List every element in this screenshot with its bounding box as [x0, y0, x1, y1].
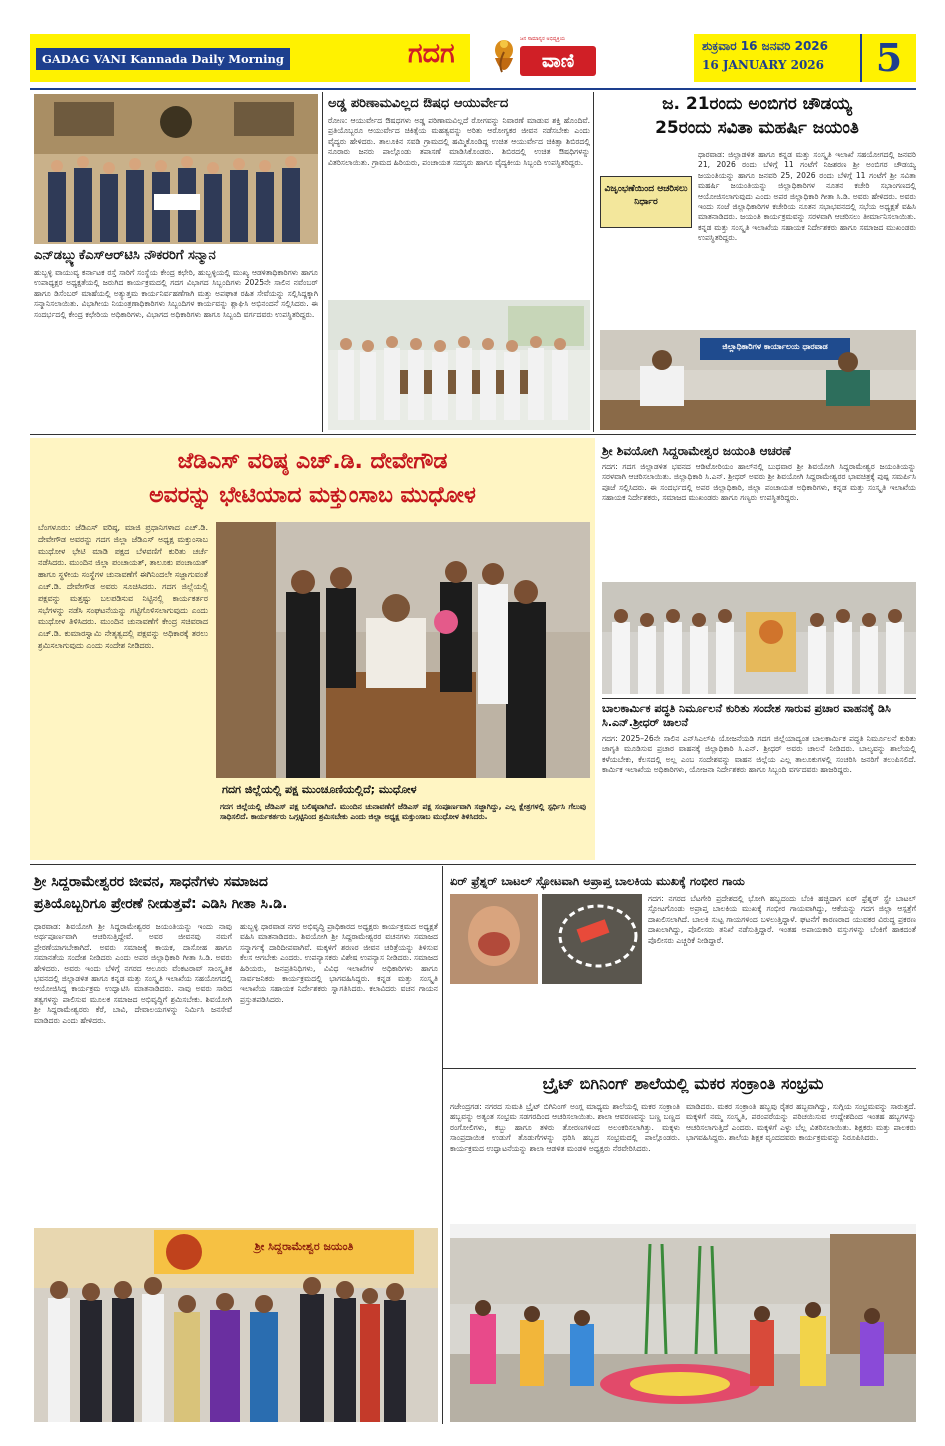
date-english: 16 JANUARY 2026 — [702, 58, 824, 72]
masthead-divider — [30, 88, 916, 90]
camp-photo-illustration — [328, 300, 590, 430]
jayanthi-body-text: ಧಾರವಾಡ: ಜಿಲ್ಲಾಡಳಿತ ಹಾಗೂ ಕನ್ನಡ ಮತ್ತು ಸಂಸ್ಕೃತಿ ಇಲಾಖೆ ಸಹಯೋಗದಲ್ಲಿ ಜನವರಿ 21, 2026 ರಂದು ಬೆಳಿಗ್ಗೆ 11 ಗಂಟೆಗೆ ನಿಜಶರಣ ಶ್ರೀ ಅಂಬಿಗರ ಚೌಡಯ್ಯ ಜಯಂತಿಯನ್ನು ಹಾಗೂ ಜನವರಿ 25, 2026 ರಂದು ಬೆಳಿಗ್ಗೆ 11 ಗಂಟೆಗೆ ಶ್ರೀ ಸವಿತಾ ಮಹರ್ಷಿ ಜಯಂತಿಯನ್ನು ಜಿಲ್ಲಾಧಿಕಾರಿಗಳ ನೂತನ ಕಚೇರಿ ಸಭಾಂಗಣದಲ್ಲಿ ಆಯೋಜಿಸಲಾಗುವುದು ಎಂದು ಅಪರ ಜಿಲ್ಲಾಧಿಕಾರಿ ಗೀತಾ ಸಿ.ಡಿ. ಅವರು ಹೇಳಿದರು. ಅವರು ಇಂದು ಸಂಜೆ ಜಿಲ್ಲಾಧಿಕಾರಿಗಳ ಕಚೇರಿಯ ನೂತನ ಸಭಾಭವನದಲ್ಲಿ ಸಭೆಯ ಅಧ್ಯಕ್ಷತೆ ವಹಿಸಿ ಮಾತನಾಡಿದರು. ಜಯಂತಿ ಕಾರ್ಯಕ್ರಮವನ್ನು ಸರಳವಾಗಿ ಆಚರಿಸಲು ತೀರ್ಮಾನಿಸಲಾಯಿತು. ಕನ್ನಡ ಮತ್ತು ಸಂಸ್ಕೃತಿ ಇಲಾಖೆಯ ಸಹಾಯಕ ನಿರ್ದೇಶಕರು ಹಾಗೂ ಸಮಾಜದ ಮುಖಂಡರು ಉಪಸ್ಥಿತರಿದ್ದರು. — [698, 150, 916, 243]
jayanthi-body — [598, 150, 916, 326]
nwkrtc-photo — [34, 94, 318, 244]
devegowda-photo — [216, 522, 590, 778]
masthead — [30, 34, 916, 82]
date-kannada: ಶುಕ್ರವಾರ 16 ಜನವರಿ 2026 — [702, 39, 828, 53]
jayanthi-headline-line1: ಜ. 21ರಂದು ಅಂಬಿಗರ ಚೌಡಯ್ಯ — [662, 94, 852, 114]
column-divider — [322, 92, 323, 432]
makara-body-left: ಗಜೇಂದ್ರಗಡ: ನಗರದ ಸುಮತಿ ಬ್ರೈಟ್ ಬಿಗಿನಿಂಗ್ ಅಂಗ್ಲ ಮಾಧ್ಯಮ ಶಾಲೆಯಲ್ಲಿ ಮಕರ ಸಂಕ್ರಾಂತಿ ಹಬ್ಬವನ್ನು ಅತ್ಯಂತ ಸಂಭ್ರಮ ಸಡಗರದಿಂದ ಆಚರಿಸಲಾಯಿತು. ಶಾಲಾ ಆವರಣವನ್ನು ಬಣ್ಣ ಬಣ್ಣದ ರಂಗೋಲಿಗಳು, ಕಬ್ಬು ಹಾಗೂ ತಳಿರು ತೋರಣಗಳಿಂದ ಅಲಂಕರಿಸಲಾಗಿತ್ತು. ಮಕ್ಕಳು ಸಾಂಪ್ರದಾಯಿಕ ಉಡುಗೆ ತೊಡುಗೆಗಳನ್ನು ಧರಿಸಿ ಹಬ್ಬದ ಸಂಭ್ರಮದಲ್ಲಿ ಪಾಲ್ಗೊಂಡರು. ಕಾರ್ಯಕ್ರಮದ ಉದ್ಘಾಟನೆಯನ್ನು ಶಾಲಾ ಆಡಳಿತ ಮಂಡಳಿ ಅಧ್ಯಕ್ಷರು ನೆರವೇರಿಸಿದರು. — [450, 1102, 680, 1153]
ayurveda-body: ರೋಣ: ಆಯುರ್ವೇದ ಔಷಧಗಳು ಅಡ್ಡ ಪರಿಣಾಮವಿಲ್ಲದೆ ರೋಗವನ್ನು ನಿವಾರಣೆ ಮಾಡುವ ಶಕ್ತಿ ಹೊಂದಿವೆ. ಪ್ರತಿಯೊಬ್ಬರೂ ಆಯುರ್ವೇದ ಚಿಕಿತ್ಸೆಯ ಮಹತ್ವವನ್ನು ಅರಿತು ಆರೋಗ್ಯಕರ ಜೀವನ ನಡೆಸಬೇಕು ಎಂದು ವೈದ್ಯರು ಹೇಳಿದರು. ತಾಲೂಕಿನ ಸವಡಿ ಗ್ರಾಮದಲ್ಲಿ ಹಮ್ಮಿಕೊಂಡಿದ್ದ ಉಚಿತ ಆಯುರ್ವೇದ ಚಿಕಿತ್ಸಾ ಶಿಬಿರದಲ್ಲಿ ನೂರಾರು ಜನರು ಪಾಲ್ಗೊಂಡು ತಪಾಸಣೆ ಮಾಡಿಸಿಕೊಂಡರು. ಶಿಬಿರದಲ್ಲಿ ಉಚಿತ ಔಷಧಿಗಳನ್ನು ವಿತರಿಸಲಾಯಿತು. ಗ್ರಾಮದ ಹಿರಿಯರು, ಪಂಚಾಯತ ಸದಸ್ಯರು ಹಾಗೂ ವೈದ್ಯಕೀಯ ಸಿಬ್ಬಂದಿ ಉಪಸ್ಥಿತರಿದ್ದರು. — [328, 116, 590, 167]
makara-headline: ಬ್ರೈಟ್ ಬಿಗಿನಿಂಗ್ ಶಾಲೆಯಲ್ಲಿ ಮಕರ ಸಂಕ್ರಾಂತಿ ಸಂಭ್ರಮ — [542, 1074, 824, 1093]
devegowda-headline-line1: ಜೆಡಿಎಸ್ ವರಿಷ್ಠ ಎಚ್.ಡಿ. ದೇವೇಗೌಡ — [177, 449, 448, 474]
injury-photo — [450, 894, 538, 984]
siddarameshwara-photo — [34, 1228, 438, 1422]
siddarameshwara-headline-line2: ಪ್ರತಿಯೊಬ್ಬರಿಗೂ ಪ್ರೇರಣೆ ನೀಡುತ್ತವೆ: ಎಡಿಸಿ ಗೀತಾ ಸಿ.ಡಿ. — [34, 896, 288, 912]
siddarameshwara-body-right: ಹುಬ್ಬಳ್ಳಿ ಧಾರವಾಡ ನಗರ ಅಭಿವೃದ್ಧಿ ಪ್ರಾಧಿಕಾರದ ಅಧ್ಯಕ್ಷರು ಕಾರ್ಯಕ್ರಮದ ಅಧ್ಯಕ್ಷತೆ ವಹಿಸಿ ಮಾತನಾಡಿದರು. ಶಿವಯೋಗಿ ಶ್ರೀ ಸಿದ್ದರಾಮೇಶ್ವರರ ವಚನಗಳು ಸಮಾಜದ ಸನ್ಮಾರ್ಗಕ್ಕೆ ದಾರಿದೀಪವಾಗಿವೆ. ಮಕ್ಕಳಿಗೆ ಶರಣರ ಜೀವನ ಚರಿತ್ರೆಯನ್ನು ತಿಳಿಸುವ ಕೆಲಸ ಆಗಬೇಕು ಎಂದರು. ಉಪನ್ಯಾಸಕರು ವಿಶೇಷ ಉಪನ್ಯಾಸ ನೀಡಿದರು. ಸಮಾಜದ ಹಿರಿಯರು, ಜನಪ್ರತಿನಿಧಿಗಳು, ವಿವಿಧ ಇಲಾಖೆಗಳ ಅಧಿಕಾರಿಗಳು ಹಾಗೂ ಸಾರ್ವಜನಿಕರು ಕಾರ್ಯಕ್ರಮದಲ್ಲಿ ಭಾಗವಹಿಸಿದ್ದರು. ಕನ್ನಡ ಮತ್ತು ಸಂಸ್ಕೃತಿ ಇಲಾಖೆಯ ಸಹಾಯಕ ನಿರ್ದೇಶಕರು ಸ್ವಾಗತಿಸಿದರು. ಕಲಾವಿದರು ವಚನ ಗಾಯನ ಪ್ರಸ್ತುತಪಡಿಸಿದರು. — [240, 922, 438, 1004]
logo-tagline: ಜನ ಸಾಮಾನ್ಯರ ಅಭಿವ್ಯಕ್ತಿಯ — [520, 36, 566, 42]
makara-body-right: ಮಾಡಿದರು. ಮಕರ ಸಂಕ್ರಾಂತಿ ಹಬ್ಬವು ರೈತರ ಹಬ್ಬವಾಗಿದ್ದು, ಸುಗ್ಗಿಯ ಸಂಭ್ರಮವನ್ನು ಸಾರುತ್ತದೆ. ಮಕ್ಕಳಿಗೆ ನಮ್ಮ ಸಂಸ್ಕೃತಿ, ಪರಂಪರೆಯನ್ನು ಪರಿಚಯಿಸುವ ಉದ್ದೇಶದಿಂದ ಇಂತಹ ಹಬ್ಬಗಳನ್ನು ಆಚರಿಸಲಾಗುತ್ತಿದೆ ಎಂದರು. ಮಕ್ಕಳಿಗೆ ಎಳ್ಳು ಬೆಲ್ಲ ವಿತರಿಸಲಾಯಿತು. ಶಿಕ್ಷಕರು ಮತ್ತು ಪಾಲಕರು ಭಾಗವಹಿಸಿದ್ದರು. ಶಾಲೆಯ ಶಿಕ್ಷಕ ವೃಂದದವರು ಕಾರ್ಯಕ್ರಮವನ್ನು ನಿರೂಪಿಸಿದರು. — [686, 1102, 916, 1143]
date-box — [694, 34, 860, 82]
shivayogi-headline: ಶ್ರೀ ಶಿವಯೋಗಿ ಸಿದ್ದರಾಮೇಶ್ವರ ಜಯಂತಿ ಆಚರಣೆ — [602, 444, 791, 458]
group-photo-illustration — [34, 94, 318, 244]
meeting-photo-illustration — [216, 522, 590, 778]
air-freshener-body: ಗದಗ: ನಗರದ ಬೆಟಗೇರಿ ಪ್ರದೇಶದಲ್ಲಿ ಭೋಗಿ ಹಬ್ಬದಂದು ಬೆಂಕಿ ಹಚ್ಚಿದಾಗ ಏರ್ ಫ್ರೆಶ್ನರ್ ಸ್ಪ್ರೇ ಬಾಟಲ್ ಸ್ಫೋಟಗೊಂಡು ಅಪ್ರಾಪ್ತ ಬಾಲಕಿಯ ಮುಖಕ್ಕೆ ಗಂಭೀರ ಗಾಯವಾಗಿದ್ದು, ಆಕೆಯನ್ನು ಗದಗ ಜಿಲ್ಲಾ ಆಸ್ಪತ್ರೆಗೆ ದಾಖಲಿಸಲಾಗಿದೆ. ಬಾಲಕಿ ಸುಟ್ಟ ಗಾಯಗಳಿಂದ ಬಳಲುತ್ತಿದ್ದಾಳೆ. ಘಟನೆಗೆ ಕಾರಣರಾದ ಯುವಕರ ವಿರುದ್ಧ ಪ್ರಕರಣ ದಾಖಲಾಗಿದ್ದು, ಪೊಲೀಸರು ತನಿಖೆ ನಡೆಸುತ್ತಿದ್ದಾರೆ. ಇಂತಹ ಅಪಾಯಕಾರಿ ವಸ್ತುಗಳನ್ನು ಬೆಂಕಿಗೆ ಹಾಕದಂತೆ ಪೊಲೀಸರು ಎಚ್ಚರಿಕೆ ನೀಡಿದ್ದಾರೆ. — [648, 894, 916, 945]
burnt-bottle-photo — [542, 894, 642, 984]
row-divider — [602, 698, 916, 699]
jayanthi-headline-line2: 25ರಂದು ಸವಿತಾ ಮಹರ್ಷಿ ಜಯಂತಿ — [655, 118, 859, 138]
ayurveda-photo — [328, 300, 590, 430]
siddarameshwara-headline-line1: ಶ್ರೀ ಸಿದ್ದರಾಮೇಶ್ವರರ ಜೀವನ, ಸಾಧನೆಗಳು ಸಮಾಜದ — [34, 874, 268, 890]
bottle-photo-illustration — [542, 894, 642, 984]
office-banner-text: ಜಿಲ್ಲಾಧಿಕಾರಿಗಳ ಕಾರ್ಯಾಲಯ ಧಾರವಾಡ — [722, 342, 828, 351]
column-divider — [593, 92, 594, 432]
newspaper-logo — [408, 36, 598, 80]
dc-meeting-photo — [600, 330, 916, 430]
logo-right-text: ವಾಣಿ — [520, 46, 596, 76]
festival-photo-illustration — [450, 1224, 916, 1422]
devegowda-caption-body: ಗದಗ ಜಿಲ್ಲೆಯಲ್ಲಿ ಜೆಡಿಎಸ್ ಪಕ್ಷ ಬಲಿಷ್ಠವಾಗಿದೆ. ಮುಂದಿನ ಚುನಾವಣೆಗೆ ಜೆಡಿಎಸ್ ಪಕ್ಷ ಸಂಪೂರ್ಣವಾಗಿ ಸಜ್ಜಾಗಿದ್ದು, ಎಲ್ಲ ಕ್ಷೇತ್ರಗಳಲ್ಲಿ ಸ್ಪರ್ಧಿಸಿ ಗೆಲುವು ಸಾಧಿಸಲಿದೆ. ಕಾರ್ಯಕರ್ತರು ಒಗ್ಗಟ್ಟಿನಿಂದ ಶ್ರಮಿಸಬೇಕು ಎಂದು ಜಿಲ್ಲಾ ಅಧ್ಯಕ್ಷ ಮಕ್ತುಂಸಾಬ ಮುಧೋಳ ತಿಳಿಸಿದರು. — [220, 802, 586, 821]
jayanthi-banner-text: ಶ್ರೀ ಸಿದ್ದರಾಮೇಶ್ವರ ಜಯಂತಿ — [254, 1240, 354, 1253]
publication-name: GADAG VANI Kannada Daily Morning — [36, 48, 290, 70]
ganesha-logo-icon — [490, 36, 518, 80]
stage-photo-illustration — [34, 1228, 438, 1422]
child-labour-body: ಗದಗ: 2025–26ನೇ ಸಾಲಿನ ಎನ್‌ಸಿಎಲ್‌ಪಿ ಯೋಜನೆಯಡಿ ಗದಗ ಜಿಲ್ಲೆಯಾದ್ಯಂತ ಬಾಲಕಾರ್ಮಿಕ ಪದ್ಧತಿ ನಿರ್ಮೂಲನೆ ಕುರಿತು ಜಾಗೃತಿ ಮೂಡಿಸುವ ಪ್ರಚಾರ ವಾಹನಕ್ಕೆ ಜಿಲ್ಲಾಧಿಕಾರಿ ಸಿ.ಎನ್. ಶ್ರೀಧರ್ ಅವರು ಚಾಲನೆ ನೀಡಿದರು. ಬಾಲ್ಯವನ್ನು ಶಾಲೆಯಲ್ಲಿ ಕಳೆಯಬೇಕು, ಕೆಲಸದಲ್ಲಿ ಅಲ್ಲ ಎಂಬ ಸಂದೇಶವನ್ನು ವಾಹನ ಜಿಲ್ಲೆಯ ಎಲ್ಲ ತಾಲೂಕುಗಳಲ್ಲಿ ಸಂಚರಿಸಿ ಜನರಿಗೆ ತಲುಪಿಸಲಿದೆ. ಕಾರ್ಮಿಕ ಇಲಾಖೆಯ ಅಧಿಕಾರಿಗಳು, ಯೋಜನಾ ನಿರ್ದೇಶಕರು ಹಾಗೂ ಸಿಬ್ಬಂದಿ ವರ್ಗದವರು ಹಾಜರಿದ್ದರು. — [602, 734, 916, 775]
child-labour-headline: ಬಾಲಕಾರ್ಮಿಕ ಪದ್ಧತಿ ನಿರ್ಮೂಲನೆ ಕುರಿತು ಸಂದೇಶ ಸಾರುವ ಪ್ರಚಾರ ವಾಹನಕ್ಕೆ ಡಿಸಿ ಸಿ.ಎನ್.ಶ್ರೀಧರ್ ಚಾಲನೆ — [602, 702, 891, 729]
devegowda-caption-title: ಗದಗ ಜಿಲ್ಲೆಯಲ್ಲಿ ಪಕ್ಷ ಮುಂಚೂಣಿಯಲ್ಲಿದೆ; ಮುಧೋಳ — [216, 780, 590, 800]
logo-left-text: ಗದಗ — [408, 38, 455, 69]
row-divider — [443, 1068, 916, 1069]
ayurveda-headline: ಅಡ್ಡ ಪರಿಣಾಮವಿಲ್ಲದ ಔಷಧ ಆಯುರ್ವೇದ — [328, 96, 509, 111]
row-divider — [30, 434, 916, 435]
row-divider — [30, 864, 916, 865]
makara-photo — [450, 1224, 916, 1422]
devegowda-body: ಬೆಂಗಳೂರು: ಜೆಡಿಎಸ್ ವರಿಷ್ಠ, ಮಾಜಿ ಪ್ರಧಾನಿಗಳಾದ ಎಚ್.ಡಿ. ದೇವೇಗೌಡ ಅವರನ್ನು ಗದಗ ಜಿಲ್ಲಾ ಜೆಡಿಎಸ್ ಅಧ್ಯಕ್ಷ ಮಕ್ತುಂಸಾಬ ಮುಧೋಳ ಭೇಟಿ ಮಾಡಿ ಪಕ್ಷದ ಬೆಳವಣಿಗೆ ಕುರಿತು ಚರ್ಚೆ ನಡೆಸಿದರು. ಮುಂದಿನ ಜಿಲ್ಲಾ ಪಂಚಾಯತ್, ತಾಲೂಕು ಪಂಚಾಯತ್ ಹಾಗೂ ಸ್ಥಳೀಯ ಸಂಸ್ಥೆಗಳ ಚುನಾವಣೆಗೆ ಈಗಿನಿಂದಲೇ ಸಜ್ಜಾಗುವಂತೆ ಎಚ್.ಡಿ. ದೇವೇಗೌಡ ಅವರು ಸೂಚಿಸಿದರು. ಗದಗ ಜಿಲ್ಲೆಯಲ್ಲಿ ಪಕ್ಷವನ್ನು ಮತ್ತಷ್ಟು ಬಲಪಡಿಸುವ ನಿಟ್ಟಿನಲ್ಲಿ ಕಾರ್ಯಕರ್ತರ ಸಭೆಗಳನ್ನು ನಡೆಸಿ ಸಂಘಟನೆಯನ್ನು ಗಟ್ಟಿಗೊಳಿಸಲಾಗುವುದು ಎಂದು ಮುಧೋಳ ತಿಳಿಸಿದರು. ಮುಂದಿನ ಚುನಾವಣೆಗೆ ಕೇಂದ್ರ ಸಚಿವರಾದ ಎಚ್.ಡಿ. ಕುಮಾರಸ್ವಾಮಿ ನೇತೃತ್ವದಲ್ಲಿ ಪಕ್ಷವನ್ನು ಅಧಿಕಾರಕ್ಕೆ ತರಲು ಶ್ರಮಿಸಲಾಗುವುದು ಎಂದು ಸಂದೇಶ ನೀಡಿದರು. — [38, 523, 208, 650]
shivayogi-body: ಗದಗ: ಗದಗ ಜಿಲ್ಲಾಡಳಿತ ಭವನದ ಆಡಿಟೋರಿಯಂ ಹಾಲ್‌ನಲ್ಲಿ ಬುಧವಾರ ಶ್ರೀ ಶಿವಯೋಗಿ ಸಿದ್ದರಾಮೇಶ್ವರ ಜಯಂತಿಯನ್ನು ಸರಳವಾಗಿ ಆಚರಿಸಲಾಯಿತು. ಜಿಲ್ಲಾಧಿಕಾರಿ ಸಿ.ಎನ್. ಶ್ರೀಧರ್ ಅವರು ಶ್ರೀ ಶಿವಯೋಗಿ ಸಿದ್ದರಾಮೇಶ್ವರರ ಭಾವಚಿತ್ರಕ್ಕೆ ಪುಷ್ಪ ಸಮರ್ಪಿಸಿ ಪೂಜೆ ಸಲ್ಲಿಸಿದರು. ಈ ಸಂದರ್ಭದಲ್ಲಿ ಅಪರ ಜಿಲ್ಲಾಧಿಕಾರಿ, ಜಿಲ್ಲಾ ಪಂಚಾಯತ ಅಧಿಕಾರಿಗಳು, ಕನ್ನಡ ಮತ್ತು ಸಂಸ್ಕೃತಿ ಇಲಾಖೆಯ ಸಹಾಯಕ ನಿರ್ದೇಶಕರು, ಸಮಾಜದ ಮುಖಂಡರು ಹಾಗೂ ಗಣ್ಯರು ಉಪಸ್ಥಿತರಿದ್ದರು. — [602, 462, 916, 503]
shivayogi-photo — [602, 582, 916, 694]
page-number: 5 — [860, 34, 916, 82]
injury-photo-illustration — [450, 894, 538, 984]
air-freshener-headline: ಏರ್ ಫ್ರೆಶ್ನರ್ ಬಾಟಲ್ ಸ್ಫೋಟವಾಗಿ ಅಪ್ರಾಪ್ತ ಬಾಲಕಿಯ ಮುಖಕ್ಕೆ ಗಂಭೀರ ಗಾಯ — [450, 874, 745, 888]
nwkrtc-body: ಹುಬ್ಬಳ್ಳಿ ವಾಯುವ್ಯ ಕರ್ನಾಟಕ ರಸ್ತೆ ಸಾರಿಗೆ ಸಂಸ್ಥೆಯ ಕೇಂದ್ರ ಕಛೇರಿ, ಹುಬ್ಬಳ್ಳಿಯಲ್ಲಿ ಮುಖ್ಯ ಆಡಳಿತಾಧಿಕಾರಿಗಳು ಹಾಗೂ ಉಪಾಧ್ಯಕ್ಷರ ಅಧ್ಯಕ್ಷತೆಯಲ್ಲಿ ಜರುಗಿದ ಕಾರ್ಯಕ್ರಮದಲ್ಲಿ ಗದಗ ವಿಭಾಗದ ಸಿಬ್ಬಂದಿಗಳು 2025ನೇ ಸಾಲಿನ ನವೆಂಬರ್ ಹಾಗೂ ಡಿಸೆಂಬರ್ ಮಾಹೆಯಲ್ಲಿ ಅತ್ಯುತ್ತಮ ಕಾರ್ಯನಿರ್ವಹಣೆಗಾಗಿ ಮತ್ತು ಅಪಘಾತ ರಹಿತ ಸೇವೆಯನ್ನು ಸಲ್ಲಿಸಿದ್ದಕ್ಕಾಗಿ ಸನ್ಮಾನಿಸಲಾಯಿತು. ವಿಭಾಗೀಯ ನಿಯಂತ್ರಣಾಧಿಕಾರಿಗಳು ಸಿಬ್ಬಂದಿಗಳ ಕಾರ್ಯವನ್ನು ಶ್ಲಾಘಿಸಿ ಅಭಿನಂದನೆ ಸಲ್ಲಿಸಿದರು. ಈ ಸಂದರ್ಭದಲ್ಲಿ ಕೇಂದ್ರ ಕಛೇರಿಯ ಅಧಿಕಾರಿಗಳು, ವಿಭಾಗದ ಅಧಿಕಾರಿಗಳು ಹಾಗೂ ಸಿಬ್ಬಂದಿ ವರ್ಗದವರು ಉಪಸ್ಥಿತರಿದ್ದರು. — [34, 268, 318, 319]
float-spacer — [598, 150, 698, 234]
nwkrtc-headline: ಎನ್‌ಡಬ್ಲ್ಯುಕೆಎಸ್‌ಆರ್‌ಟಿಸಿ ನೌಕರರಿಗೆ ಸನ್ಮಾನ — [34, 248, 216, 263]
siddarameshwara-body-left: ಧಾರವಾಡ: ಶಿವಯೋಗಿ ಶ್ರೀ ಸಿದ್ದರಾಮೇಶ್ವರರ ಜಯಂತಿಯನ್ನು ಇಂದು ನಾವು ಅರ್ಥಪೂರ್ಣವಾಗಿ ಆಚರಿಸುತ್ತಿದ್ದೇವೆ. ಅವರ ಜೀವನವು ನಮಗೆ ಪ್ರೇರಣೆಯಾಗಬೇಕಾಗಿದೆ. ಅವರು ಸಮಾಜಕ್ಕೆ ಕಾಯಕ, ದಾಸೋಹ ಹಾಗೂ ಸಮಾನತೆಯ ಸಂದೇಶ ನೀಡಿದರು ಎಂದು ಅಪರ ಜಿಲ್ಲಾಧಿಕಾರಿ ಗೀತಾ ಸಿ.ಡಿ. ಅವರು ಹೇಳಿದರು. ಅವರು ಇಂದು ಬೆಳಿಗ್ಗೆ ನಗರದ ಆಲೂರು ವೆಂಕಟರಾವ್ ಸಾಂಸ್ಕೃತಿಕ ಭವನದಲ್ಲಿ ಜಿಲ್ಲಾಡಳಿತ ಹಾಗೂ ಕನ್ನಡ ಮತ್ತು ಸಂಸ್ಕೃತಿ ಇಲಾಖೆಯ ಸಹಯೋಗದಲ್ಲಿ ಆಯೋಜಿಸಿದ್ದ ಕಾರ್ಯಕ್ರಮ ಉದ್ಘಾಟಿಸಿ ಮಾತನಾಡಿದರು. ನಾವು ಅವರು ಸಾರಿದ ತತ್ವಗಳನ್ನು ಪಾಲಿಸುವ ಮೂಲಕ ಸಮಾಜದ ಅಭಿವೃದ್ಧಿಗೆ ಶ್ರಮಿಸಬೇಕು. ಶಿವಯೋಗಿ ಶ್ರೀ ಸಿದ್ದರಾಮೇಶ್ವರರು ಕೆರೆ, ಬಾವಿ, ದೇವಾಲಯಗಳನ್ನು ನಿರ್ಮಿಸಿ ಜನಸೇವೆ ಮಾಡಿದರು ಎಂದು ಹೇಳಿದರು. — [34, 922, 232, 1025]
decision-box: ವಿಜೃಂಭಣೆಯಿಂದ ಆಚರಿಸಲು ನಿರ್ಧಾರ — [600, 176, 692, 228]
devegowda-headline-line2: ಅವರನ್ನು ಭೇಟಿಯಾದ ಮಕ್ತುಂಸಾಬ ಮುಧೋಳ — [149, 483, 476, 508]
ceremony-photo-illustration — [602, 582, 916, 694]
newspaper-page — [30, 34, 916, 1424]
column-divider — [442, 866, 443, 1424]
